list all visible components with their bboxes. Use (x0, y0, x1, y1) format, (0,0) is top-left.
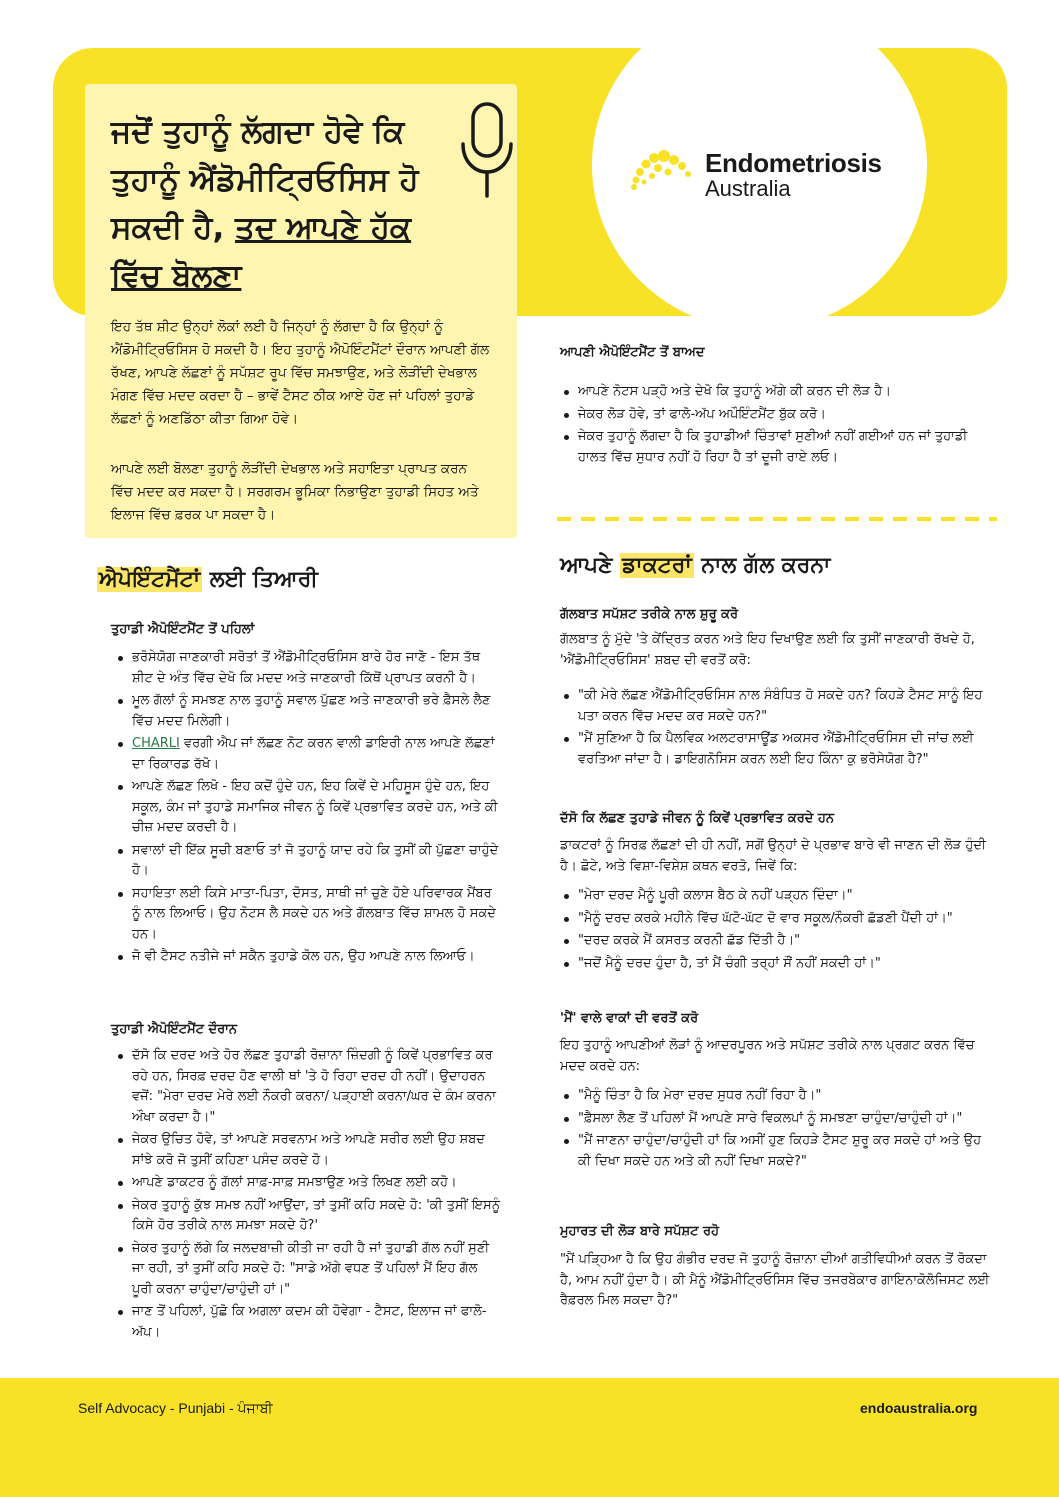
list-after-appointment (562, 382, 987, 470)
heading-highlight: ਡਾਕਟਰਾਂ (622, 553, 692, 578)
list-item: ਸਵਾਲਾਂ ਦੀ ਇੱਕ ਸੂਚੀ ਬਣਾਓ ਤਾਂ ਜੋ ਤੁਹਾਨੂੰ ਯਾਦ ਰਹੇ ਕਿ ਤੁਸੀਂ ਕੀ ਪੁੱਛਣਾ ਚਾਹੁੰਦੇ ਹੋ। (116, 841, 501, 882)
list-item: ਸਹਾਇਤਾ ਲਈ ਕਿਸੇ ਮਾਤਾ-ਪਿਤਾ, ਦੋਸਤ, ਸਾਥੀ ਜਾਂ ਚੁਣੇ ਹੋਏ ਪਰਿਵਾਰਕ ਮੈਂਬਰ ਨੂੰ ਨਾਲ ਲਿਆਓ। ਉਹ ਨੋਟਸ ਲੈ ਸਕਦੇ ਹਨ ਅਤੇ ਗੱਲਬਾਤ ਵਿੱਚ ਸ਼ਾਮਲ ਹੋ ਸਕਦੇ ਹਨ। (116, 884, 501, 946)
heading-text-pre: ਆਪਣੇ (560, 553, 621, 578)
list-during-appointment (116, 1046, 501, 1345)
intro-paragraph-2: ਆਪਣੇ ਲਈ ਬੋਲਣਾ ਤੁਹਾਨੂੰ ਲੋੜੀਂਦੀ ਦੇਖਭਾਲ ਅਤੇ ਸਹਾਇਤਾ ਪ੍ਰਾਪਤ ਕਰਨ ਵਿੱਚ ਮਦਦ ਕਰ ਸਕਦਾ ਹੈ। ਸਰਗਰਮ ਭੂਮਿਕਾ ਨਿਭਾਉਣਾ ਤੁਹਾਡੀ ਸਿਹਤ ਅਤੇ ਇਲਾਜ ਵਿੱਚ ਫ਼ਰਕ ਪਾ ਸਕਦਾ ਹੈ। (111, 461, 479, 523)
paragraph-expertise: "ਮੈਂ ਪੜ੍ਹਿਆ ਹੈ ਕਿ ਉਹ ਗੰਭੀਰ ਦਰਦ ਜੋ ਤੁਹਾਨੂੰ ਰੋਜ਼ਾਨਾ ਦੀਆਂ ਗਤੀਵਿਧੀਆਂ ਕਰਨ ਤੋਂ ਰੋਕਦਾ ਹੈ, ਆਮ ਨਹੀਂ ਹੁੰਦਾ ਹੈ। ਕੀ ਮੈਨੂੰ ਐਂਡੋਮੀਟ੍ਰਿਓਸਿਸ ਵਿੱਚ ਤਜਰਬੇਕਾਰ ਗਾਇਨਾਕੋਲੋਜਿਸਟ ਲਈ ਰੈਫ਼ਰਲ ਮਿਲ ਸਕਦਾ ਹੈ?" (560, 1252, 990, 1308)
list-item: ਜਾਣ ਤੋਂ ਪਹਿਲਾਂ, ਪੁੱਛੋ ਕਿ ਅਗਲਾ ਕਦਮ ਕੀ ਹੋਵੇਗਾ - ਟੈਸਟ, ਇਲਾਜ ਜਾਂ ਫਾਲੋ-ਅੱਪ। (116, 1302, 501, 1343)
list-item: ਜੇਕਰ ਤੁਹਾਨੂੰ ਲੱਗਦਾ ਹੈ ਕਿ ਤੁਹਾਡੀਆਂ ਚਿੰਤਾਵਾਂ ਸੁਣੀਆਂ ਨਹੀਂ ਗਈਆਂ ਹਨ ਜਾਂ ਤੁਹਾਡੀ ਹਾਲਤ ਵਿੱਚ ਸੁਧਾਰ ਨਹੀਂ ਹੋ ਰਿਹਾ ਹੈ ਤਾਂ ਦੂਜੀ ਰਾਏ ਲਓ। (562, 427, 987, 468)
paragraph-impact: ਡਾਕਟਰਾਂ ਨੂੰ ਸਿਰਫ਼ ਲੱਛਣਾਂ ਦੀ ਹੀ ਨਹੀਂ, ਸਗੋਂ ਉਨ੍ਹਾਂ ਦੇ ਪ੍ਰਭਾਵ ਬਾਰੇ ਵੀ ਜਾਣਨ ਦੀ ਲੋੜ ਹੁੰਦੀ ਹੈ। ਛੋਟੇ, ਅਤੇ ਵਿਸ਼ਾ-ਵਿਸ਼ੇਸ਼ ਕਥਨ ਵਰਤੋ, ਜਿਵੇਂ ਕਿ: (560, 838, 986, 874)
list-item: ਜੇਕਰ ਉਚਿਤ ਹੋਵੇ, ਤਾਂ ਆਪਣੇ ਸਰਵਨਾਮ ਅਤੇ ਆਪਣੇ ਸਰੀਰ ਲਈ ਉਹ ਸ਼ਬਦ ਸਾਂਝੇ ਕਰੋ ਜੋ ਤੁਸੀਂ ਕਹਿਣਾ ਪਸੰਦ ਕਰਦੇ ਹੋ। (116, 1130, 501, 1171)
endometriosis-australia-logo-icon (630, 148, 700, 192)
list-item: ਜੇਕਰ ਤੁਹਾਨੂੰ ਲੱਗੇ ਕਿ ਜਲਦਬਾਜ਼ੀ ਕੀਤੀ ਜਾ ਰਹੀ ਹੈ ਜਾਂ ਤੁਹਾਡੀ ਗੱਲ ਨਹੀਂ ਸੁਣੀ ਜਾ ਰਹੀ, ਤਾਂ ਤੁਸੀਂ ਕਹਿ ਸਕਦੇ ਹੋ: "ਸਾਡੇ ਅੱਗੇ ਵਧਣ ਤੋਂ ਪਹਿਲਾਂ ਮੈਂ ਇਹ ਗੱਲ ਪੂਰੀ ਕਰਨਾ ਚਾਹੁੰਦਾ/ਚਾਹੁੰਦੀ ਹਾਂ।" (116, 1239, 501, 1301)
list-before-appointment (116, 648, 501, 970)
list-item: ਆਪਣੇ ਨੋਟਸ ਪੜ੍ਹੋ ਅਤੇ ਦੇਖੋ ਕਿ ਤੁਹਾਨੂੰ ਅੱਗੇ ਕੀ ਕਰਨ ਦੀ ਲੋੜ ਹੈ। (562, 382, 987, 403)
subheading-before-appointment: ਤੁਹਾਡੀ ਐਪੋਇੰਟਮੈਂਟ ਤੋਂ ਪਹਿਲਾਂ (111, 622, 255, 637)
list-item: "ਮੈਨੂੰ ਚਿੰਤਾ ਹੈ ਕਿ ਮੇਰਾ ਦਰਦ ਸੁਧਰ ਨਹੀਂ ਰਿਹਾ ਹੈ।" (562, 1086, 987, 1107)
subheading-expertise: ਮੁਹਾਰਤ ਦੀ ਲੋੜ ਬਾਰੇ ਸਪੱਸ਼ਟ ਰਹੋ (560, 1224, 720, 1239)
heading-highlight: ਐਪੋਇੰਟਮੈਂਟਾਂ (99, 567, 201, 592)
list-item: ਮੂਲ ਗੱਲਾਂ ਨੂੰ ਸਮਝਣ ਨਾਲ ਤੁਹਾਨੂੰ ਸਵਾਲ ਪੁੱਛਣ ਅਤੇ ਜਾਣਕਾਰੀ ਭਰੇ ਫ਼ੈਸਲੇ ਲੈਣ ਵਿੱਚ ਮਦਦ ਮਿਲੇਗੀ। (116, 691, 501, 732)
list-item-text: ਵਰਗੀ ਐਪ ਜਾਂ ਲੱਛਣ ਨੋਟ ਕਰਨ ਵਾਲੀ ਡਾਇਰੀ ਨਾਲ ਆਪਣੇ ਲੱਛਣਾਂ ਦਾ ਰਿਕਾਰਡ ਰੱਖੋ। (132, 736, 495, 772)
list-item: "ਮੇਰਾ ਦਰਦ ਮੈਨੂੰ ਪੂਰੀ ਕਲਾਸ ਬੈਠ ਕੇ ਨਹੀਂ ਪੜ੍ਹਨ ਦਿੰਦਾ।" (562, 886, 987, 907)
paragraph-start-clearly: ਗੱਲਬਾਤ ਨੂੰ ਮੁੱਦੇ 'ਤੇ ਕੇਂਦ੍ਰਿਤ ਕਰਨ ਅਤੇ ਇਹ ਦਿਖਾਉਣ ਲਈ ਕਿ ਤੁਸੀਂ ਜਾਣਕਾਰੀ ਰੱਖਦੇ ਹੋ, 'ਐਂਡੋਮੀਟ੍ਰਿਓਸਿਸ' ਸ਼ਬਦ ਦੀ ਵਰਤੋਂ ਕਰੋ: (560, 632, 975, 668)
list-i-statements (562, 1086, 987, 1174)
list-item: "ਮੈਨੂੰ ਦਰਦ ਕਰਕੇ ਮਹੀਨੇ ਵਿੱਚ ਘੱਟੋ-ਘੱਟ ਦੋ ਵਾਰ ਸਕੂਲ/ਨੌਕਰੀ ਛੱਡਣੀ ਪੈਂਦੀ ਹਾਂ।" (562, 909, 987, 930)
microphone-icon (455, 100, 519, 200)
section-heading-talking-doctors (560, 550, 830, 582)
footer-document-label: Self Advocacy - Punjabi - ਪੰਜਾਬੀ (78, 1400, 273, 1416)
brand-name: Endometriosis (705, 148, 882, 178)
list-item: ਆਪਣੇ ਡਾਕਟਰ ਨੂੰ ਗੱਲਾਂ ਸਾਫ਼-ਸਾਫ਼ ਸਮਝਾਉਣ ਅਤੇ ਲਿਖਣ ਲਈ ਕਹੋ। (116, 1173, 501, 1194)
list-item: "ਫ਼ੈਸਲਾ ਲੈਣ ਤੋਂ ਪਹਿਲਾਂ ਮੈਂ ਆਪਣੇ ਸਾਰੇ ਵਿਕਲਪਾਂ ਨੂੰ ਸਮਝਣਾ ਚਾਹੁੰਦਾ/ਚਾਹੁੰਦੀ ਹਾਂ।" (562, 1109, 987, 1130)
list-item: ਜੇਕਰ ਲੋੜ ਹੋਵੇ, ਤਾਂ ਫਾਲੋ-ਅੱਪ ਅਪੌਇੰਟਮੈਂਟ ਬੁੱਕ ਕਰੋ। (562, 405, 987, 426)
list-impact (562, 886, 987, 976)
subheading-during-appointment: ਤੁਹਾਡੀ ਐਪੋਇੰਟਮੈਂਟ ਦੌਰਾਨ (111, 1022, 237, 1037)
title-text: ਜਦੋਂ ਤੁਹਾਨੂੰ ਲੱਗਦਾ ਹੋਵੇ ਕਿ ਤੁਹਾਨੂੰ ਐਂਡੋਮੀਟ੍ਰਿਓਸਿਸ ਹੋ ਸਕਦੀ ਹੈ, (111, 114, 419, 246)
list-item: ਜੋ ਵੀ ਟੈਸਟ ਨਤੀਜੇ ਜਾਂ ਸਕੈਨ ਤੁਹਾਡੇ ਕੋਲ ਹਨ, ਉਹ ਆਪਣੇ ਨਾਲ ਲਿਆਓ। (116, 947, 501, 968)
list-item: "ਮੈਂ ਜਾਣਨਾ ਚਾਹੁੰਦਾ/ਚਾਹੁੰਦੀ ਹਾਂ ਕਿ ਅਸੀਂ ਹੁਣ ਕਿਹੜੇ ਟੈਸਟ ਸ਼ੁਰੂ ਕਰ ਸਕਦੇ ਹਾਂ ਅਤੇ ਉਹ ਕੀ ਦਿਖਾ ਸਕਦੇ ਹਨ ਅਤੇ ਕੀ ਨਹੀਂ ਦਿਖਾ ਸਕਦੇ?" (562, 1131, 987, 1172)
list-item: "ਕੀ ਮੇਰੇ ਲੱਛਣ ਐਂਡੋਮੀਟ੍ਰਿਓਸਿਸ ਨਾਲ ਸੰਬੰਧਿਤ ਹੋ ਸਕਦੇ ਹਨ? ਕਿਹੜੇ ਟੈਸਟ ਸਾਨੂੰ ਇਹ ਪਤਾ ਕਰਨ ਵਿੱਚ ਮਦਦ ਕਰ ਸਕਦੇ ਹਨ?" (562, 686, 987, 727)
dashed-divider (557, 517, 997, 521)
footer-website-link[interactable]: endoaustralia.org (860, 1400, 978, 1416)
list-item: "ਮੈਂ ਸੁਣਿਆ ਹੈ ਕਿ ਪੈਲਵਿਕ ਅਲਟਰਾਸਾਊਂਡ ਅਕਸਰ ਐਂਡੋਮੀਟ੍ਰਿਓਸਿਸ ਦੀ ਜਾਂਚ ਲਈ ਵਰਤਿਆ ਜਾਂਦਾ ਹੈ। ਡਾਇਗਨੋਸਿਸ ਕਰਨ ਲਈ ਇਹ ਕਿੰਨਾ ਕੁ ਭਰੋਸੇਯੋਗ ਹੈ?" (562, 729, 987, 770)
section-heading-preparation (97, 564, 318, 596)
subheading-impact: ਦੱਸੋ ਕਿ ਲੱਛਣ ਤੁਹਾਡੇ ਜੀਵਨ ਨੂੰ ਕਿਵੇਂ ਪ੍ਰਭਾਵਿਤ ਕਰਦੇ ਹਨ (560, 811, 835, 826)
list-start-clearly (562, 686, 987, 772)
list-item: ਆਪਣੇ ਲੱਛਣ ਲਿਖੋ - ਇਹ ਕਦੋਂ ਹੁੰਦੇ ਹਨ, ਇਹ ਕਿਵੇਂ ਦੇ ਮਹਿਸੂਸ ਹੁੰਦੇ ਹਨ, ਇਹ ਸਕੂਲ, ਕੰਮ ਜਾਂ ਤੁਹਾਡੇ ਸਮਾਜਿਕ ਜੀਵਨ ਨੂੰ ਕਿਵੇਂ ਪ੍ਰਭਾਵਿਤ ਕਰਦੇ ਹਨ, ਅਤੇ ਕੀ ਚੀਜ਼ ਮਦਦ ਕਰਦੀ ਹੈ। (116, 777, 501, 839)
list-item: "ਜਦੋਂ ਮੈਨੂੰ ਦਰਦ ਹੁੰਦਾ ਹੈ, ਤਾਂ ਮੈਂ ਚੰਗੀ ਤਰ੍ਹਾਂ ਸੌਂ ਨਹੀਂ ਸਕਦੀ ਹਾਂ।" (562, 954, 987, 975)
charli-link[interactable]: CHARLI (132, 736, 180, 751)
page-title (111, 108, 471, 300)
subheading-i-statements: 'ਮੈਂ' ਵਾਲੇ ਵਾਕਾਂ ਦੀ ਵਰਤੋਂ ਕਰੋ (560, 1011, 699, 1026)
paragraph-i-statements: ਇਹ ਤੁਹਾਨੂੰ ਆਪਣੀਆਂ ਲੋੜਾਂ ਨੂੰ ਆਦਰਪੂਰਨ ਅਤੇ ਸਪੱਸ਼ਟ ਤਰੀਕੇ ਨਾਲ ਪ੍ਰਗਟ ਕਰਨ ਵਿੱਚ ਮਦਦ ਕਰਦੇ ਹਨ: (560, 1038, 975, 1074)
intro-paragraph-1: ਇਹ ਤੱਥ ਸ਼ੀਟ ਉਨ੍ਹਾਂ ਲੋਕਾਂ ਲਈ ਹੈ ਜਿਨ੍ਹਾਂ ਨੂੰ ਲੱਗਦਾ ਹੈ ਕਿ ਉਨ੍ਹਾਂ ਨੂੰ ਐਂਡੋਮੀਟ੍ਰਿਓਸਿਸ ਹੋ ਸਕਦੀ ਹੈ। ਇਹ ਤੁਹਾਨੂੰ ਐਪੋਇੰਟਮੈਂਟਾਂ ਦੌਰਾਨ ਆਪਣੀ ਗੱਲ ਰੱਖਣ, ਆਪਣੇ ਲੱਛਣਾਂ ਨੂੰ ਸਪੱਸ਼ਟ ਰੂਪ ਵਿੱਚ ਸਮਝਾਉਣ, ਅਤੇ ਲੋੜੀਂਦੀ ਦੇਖਭਾਲ ਮੰਗਣ ਵਿੱਚ ਮਦਦ ਕਰਦਾ ਹੈ – ਭਾਵੇਂ ਟੈਸਟ ਠੀਕ ਆਏ ਹੋਣ ਜਾਂ ਪਹਿਲਾਂ ਤੁਹਾਡੇ ਲੱਛਣਾਂ ਨੂੰ ਅਣਡਿੱਠਾ ਕੀਤਾ ਗਿਆ ਹੋਵੇ। (111, 319, 490, 427)
footer-band (0, 1378, 1059, 1497)
list-item: ਦੱਸੋ ਕਿ ਦਰਦ ਅਤੇ ਹੋਰ ਲੱਛਣ ਤੁਹਾਡੀ ਰੋਜ਼ਾਨਾ ਜ਼ਿੰਦਗੀ ਨੂੰ ਕਿਵੇਂ ਪ੍ਰਭਾਵਿਤ ਕਰ ਰਹੇ ਹਨ, ਸਿਰਫ਼ ਦਰਦ ਹੋਣ ਵਾਲੀ ਥਾਂ 'ਤੇ ਹੋ ਰਿਹਾ ਦਰਦ ਹੀ ਨਹੀਂ। ਉਦਾਹਰਨ ਵਜੋਂ: "ਮੇਰਾ ਦਰਦ ਮੇਰੇ ਲਈ ਨੌਕਰੀ ਕਰਨਾ/ ਪੜ੍ਹਾਈ ਕਰਨਾ/ਘਰ ਦੇ ਕੰਮ ਕਰਨਾ ਔਖਾ ਕਰਦਾ ਹੈ।" (116, 1046, 501, 1128)
subheading-start-clearly: ਗੱਲਬਾਤ ਸਪੱਸ਼ਟ ਤਰੀਕੇ ਨਾਲ ਸ਼ੁਰੂ ਕਰੋ (560, 607, 739, 622)
list-item: ਜੇਕਰ ਤੁਹਾਨੂੰ ਕੁੱਝ ਸਮਝ ਨਹੀਂ ਆਉਂਦਾ, ਤਾਂ ਤੁਸੀਂ ਕਹਿ ਸਕਦੇ ਹੋ: 'ਕੀ ਤੁਸੀਂ ਇਸਨੂੰ ਕਿਸੇ ਹੋਰ ਤਰੀਕੇ ਨਾਲ ਸਮਝਾ ਸਕਦੇ ਹੋ?' (116, 1196, 501, 1237)
list-item (116, 734, 501, 775)
list-item: ਭਰੋਸੇਯੋਗ ਜਾਣਕਾਰੀ ਸਰੋਤਾਂ ਤੋਂ ਐਂਡੋਮੀਟ੍ਰਿਓਸਿਸ ਬਾਰੇ ਹੋਰ ਜਾਣੋ - ਇਸ ਤੱਥ ਸ਼ੀਟ ਦੇ ਅੰਤ ਵਿੱਚ ਦੇਖੋ ਕਿ ਮਦਦ ਅਤੇ ਜਾਣਕਾਰੀ ਕਿੱਥੋਂ ਪ੍ਰਾਪਤ ਕਰਨੀ ਹੈ। (116, 648, 501, 689)
heading-text: ਲਈ ਤਿਆਰੀ (202, 567, 319, 592)
heading-text: ਨਾਲ ਗੱਲ ਕਰਨਾ (693, 553, 831, 578)
list-item: "ਦਰਦ ਕਰਕੇ ਮੈਂ ਕਸਰਤ ਕਰਨੀ ਛੱਡ ਦਿੱਤੀ ਹੈ।" (562, 931, 987, 952)
subheading-after-appointment: ਆਪਣੀ ਐਪੋਇੰਟਮੈਂਟ ਤੋਂ ਬਾਅਦ (560, 345, 705, 360)
title-underlined-text: ਤਦ ਆਪਣੇ ਹੱਕ ਵਿੱਚ ਬੋਲਣਾ (111, 210, 412, 294)
brand-subname: Australia (705, 176, 791, 201)
